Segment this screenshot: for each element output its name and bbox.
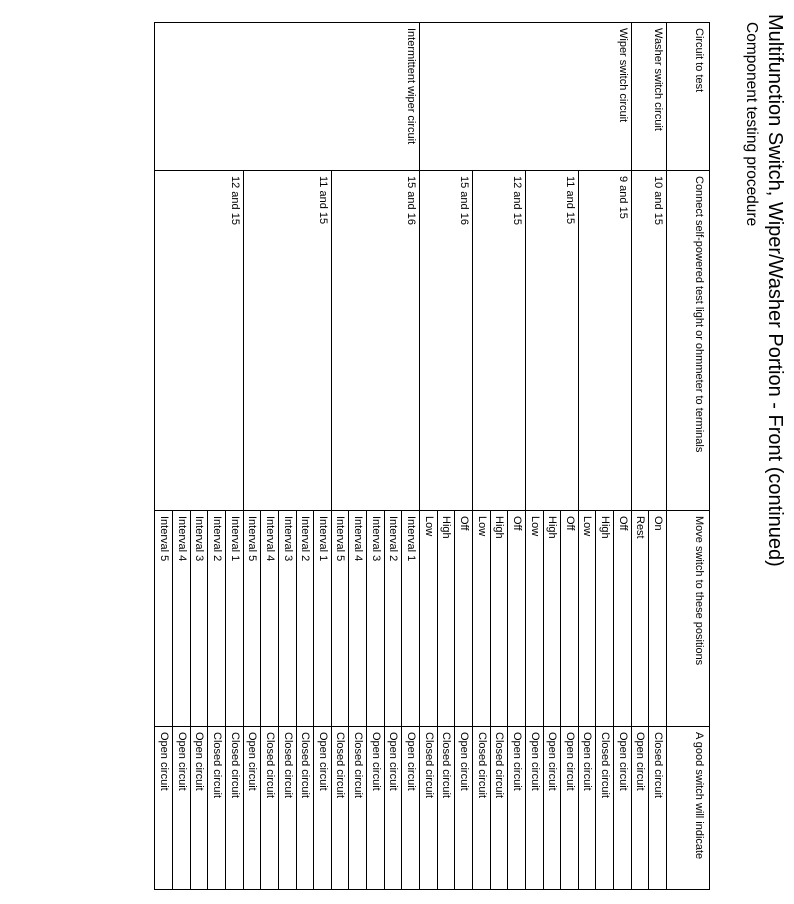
terminals-cell: 9 and 15 [578, 171, 631, 511]
position-cell: Interval 2 [384, 511, 402, 727]
result-cell: Open circuit [543, 727, 561, 890]
result-cell: Open circuit [243, 727, 261, 890]
result-cell: Open circuit [367, 727, 385, 890]
result-cell: Closed circuit [490, 727, 508, 890]
position-cell: High [437, 511, 455, 727]
position-cell: Low [420, 511, 438, 727]
result-cell: Open circuit [561, 727, 579, 890]
position-cell: Interval 5 [155, 511, 173, 727]
page-subtitle: Component testing procedure [743, 22, 760, 227]
terminals-cell: 12 and 15 [472, 171, 525, 511]
position-cell: Interval 3 [367, 511, 385, 727]
position-cell: Off [455, 511, 473, 727]
result-cell: Closed circuit [278, 727, 296, 890]
result-cell: Closed circuit [296, 727, 314, 890]
position-cell: High [543, 511, 561, 727]
table-row [402, 23, 420, 890]
result-cell: Closed circuit [420, 727, 438, 890]
result-cell: Open circuit [578, 727, 596, 890]
terminals-cell: 10 and 15 [631, 171, 666, 511]
position-cell: Off [614, 511, 632, 727]
result-cell: Closed circuit [261, 727, 279, 890]
position-cell: Off [561, 511, 579, 727]
result-cell: Open circuit [384, 727, 402, 890]
position-cell: Interval 5 [243, 511, 261, 727]
result-cell: Closed circuit [437, 727, 455, 890]
terminals-cell: 11 and 15 [525, 171, 578, 511]
terminals-cell: 12 and 15 [155, 171, 243, 511]
position-cell: Low [525, 511, 543, 727]
result-cell: Open circuit [190, 727, 208, 890]
result-cell: Open circuit [173, 727, 191, 890]
terminals-cell: 11 and 15 [243, 171, 331, 511]
table-row [649, 23, 667, 890]
position-cell: Interval 4 [349, 511, 367, 727]
position-cell: Interval 1 [314, 511, 332, 727]
column-header-result: A good switch will indicate [667, 727, 710, 890]
result-cell: Closed circuit [225, 727, 243, 890]
position-cell: High [596, 511, 614, 727]
result-cell: Closed circuit [472, 727, 490, 890]
circuit-cell: Intermittent wiper circuit [155, 23, 420, 171]
result-cell: Closed circuit [331, 727, 349, 890]
result-cell: Closed circuit [349, 727, 367, 890]
column-header-terminals: Connect self-powered test light or ohmmeter to terminals [667, 171, 710, 511]
result-cell: Open circuit [508, 727, 526, 890]
position-cell: Interval 3 [278, 511, 296, 727]
position-cell: Interval 3 [190, 511, 208, 727]
position-cell: Interval 4 [261, 511, 279, 727]
terminals-cell: 15 and 16 [331, 171, 419, 511]
table-row [614, 23, 632, 890]
result-cell: Open circuit [155, 727, 173, 890]
position-cell: Interval 2 [296, 511, 314, 727]
result-cell: Open circuit [455, 727, 473, 890]
column-header-circuit: Circuit to test [667, 23, 710, 171]
position-cell: Rest [631, 511, 649, 727]
page-title: Multifunction Switch, Wiper/Washer Portion - Front (continued) [764, 14, 786, 567]
terminals-cell: 15 and 16 [420, 171, 473, 511]
column-header-positions: Move switch to these positions [667, 511, 710, 727]
position-cell: Low [472, 511, 490, 727]
position-cell: Low [578, 511, 596, 727]
result-cell: Open circuit [614, 727, 632, 890]
result-cell: Closed circuit [208, 727, 226, 890]
result-cell: Open circuit [631, 727, 649, 890]
position-cell: Interval 5 [331, 511, 349, 727]
position-cell: Off [508, 511, 526, 727]
circuit-cell: Washer switch circuit [631, 23, 666, 171]
result-cell: Closed circuit [649, 727, 667, 890]
result-cell: Open circuit [402, 727, 420, 890]
circuit-cell: Wiper switch circuit [420, 23, 632, 171]
result-cell: Open circuit [314, 727, 332, 890]
position-cell: High [490, 511, 508, 727]
position-cell: On [649, 511, 667, 727]
position-cell: Interval 2 [208, 511, 226, 727]
position-cell: Interval 1 [225, 511, 243, 727]
result-cell: Open circuit [525, 727, 543, 890]
result-cell: Closed circuit [596, 727, 614, 890]
table-header-row [667, 23, 710, 890]
position-cell: Interval 1 [402, 511, 420, 727]
component-testing-table [154, 22, 710, 890]
position-cell: Interval 4 [173, 511, 191, 727]
